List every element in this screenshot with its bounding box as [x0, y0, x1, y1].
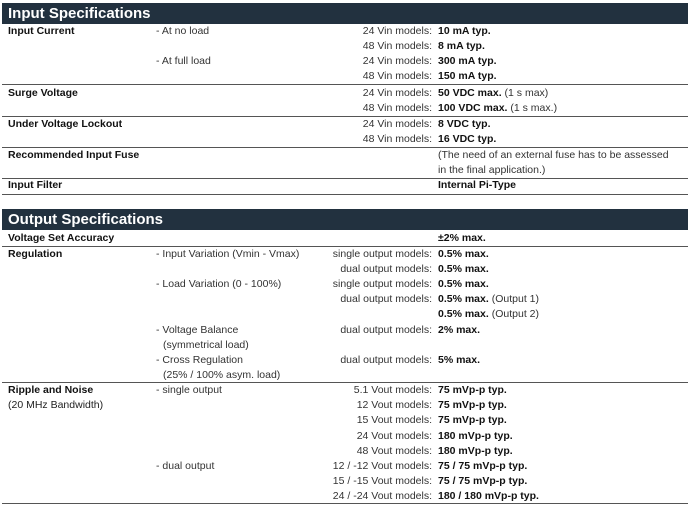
model-label: 24 Vin models: — [362, 55, 432, 67]
input-specifications-header: Input Specifications — [2, 3, 688, 24]
input-variation-label: - Input Variation (Vmin - Vmax) — [156, 248, 300, 260]
spec-note: (1 s max.) — [510, 102, 558, 114]
model-label: 24 Vin models: — [362, 25, 432, 37]
model-label: 12 / -12 Vout models: — [332, 460, 432, 472]
divider — [2, 194, 688, 195]
cross-regulation-sublabel: (25% / 100% asym. load) — [163, 369, 281, 381]
input-filter-label: Input Filter — [8, 179, 63, 191]
model-label: 24 Vout models: — [356, 430, 432, 442]
spec-value: 150 mA typ. — [438, 70, 497, 82]
spec-value: 8 VDC typ. — [438, 118, 491, 130]
spec-value: 16 VDC typ. — [438, 133, 497, 145]
cross-regulation-label: - Cross Regulation — [156, 354, 243, 366]
model-label: dual output models: — [340, 324, 432, 336]
spec-value: 75 mVp-p typ. — [438, 414, 507, 426]
model-label: 24 Vin models: — [362, 118, 432, 130]
model-label: 12 Vout models: — [356, 399, 432, 411]
surge-voltage-label: Surge Voltage — [8, 87, 78, 99]
fuse-note-line-2: in the final application.) — [438, 164, 546, 176]
spec-note: (Output 1) — [491, 293, 539, 305]
spec-value: 180 / 180 mVp-p typ. — [438, 490, 539, 502]
voltage-balance-sublabel: (symmetrical load) — [163, 339, 249, 351]
model-label: 48 Vin models: — [362, 40, 432, 52]
model-label: 48 Vout models: — [356, 445, 432, 457]
ripple-and-noise-label: Ripple and Noise — [8, 384, 94, 396]
spec-value: ±2% max. — [438, 232, 486, 244]
model-label: 5.1 Vout models: — [353, 384, 432, 396]
spec-value: 0.5% max. — [438, 293, 489, 305]
model-label: 48 Vin models: — [362, 70, 432, 82]
input-current-label: Input Current — [8, 25, 75, 37]
model-label: dual output models: — [340, 293, 432, 305]
spec-value: 75 mVp-p typ. — [438, 399, 507, 411]
spec-value: Internal Pi-Type — [438, 179, 516, 191]
model-label: 24 / -24 Vout models: — [332, 490, 432, 502]
spec-note: (1 s max) — [504, 87, 549, 99]
spec-value: 0.5% max. — [438, 278, 489, 290]
spec-value: 8 mA typ. — [438, 40, 485, 52]
spec-value: 180 mVp-p typ. — [438, 445, 513, 457]
divider — [2, 84, 688, 85]
model-label: dual output models: — [340, 354, 432, 366]
spec-value: 10 mA typ. — [438, 25, 491, 37]
fuse-note-line-1: (The need of an external fuse has to be assessed — [438, 149, 669, 161]
spec-note: (Output 2) — [491, 308, 539, 320]
spec-value: 0.5% max. — [438, 248, 489, 260]
single-output-label: - single output — [156, 384, 222, 396]
voltage-set-accuracy-label: Voltage Set Accuracy — [8, 232, 115, 244]
spec-value: 75 / 75 mVp-p typ. — [438, 475, 528, 487]
divider — [2, 178, 688, 179]
model-label: 24 Vin models: — [362, 87, 432, 99]
model-label: 15 / -15 Vout models: — [332, 475, 432, 487]
output-specifications-header: Output Specifications — [2, 209, 688, 230]
load-variation-label: - Load Variation (0 - 100%) — [156, 278, 282, 290]
at-no-load-label: - At no load — [156, 25, 210, 37]
model-label: single output models: — [332, 248, 432, 260]
recommended-input-fuse-label: Recommended Input Fuse — [8, 149, 140, 161]
regulation-label: Regulation — [8, 248, 63, 260]
spec-value: 180 mVp-p typ. — [438, 430, 513, 442]
bandwidth-label: (20 MHz Bandwidth) — [8, 399, 104, 411]
spec-value: 100 VDC max. — [438, 102, 508, 114]
model-label: 15 Vout models: — [356, 414, 432, 426]
spec-value: 5% max. — [438, 354, 481, 366]
spec-value: 0.5% max. — [438, 263, 489, 275]
dual-output-label: - dual output — [156, 460, 215, 472]
model-label: single output models: — [332, 278, 432, 290]
model-label: 48 Vin models: — [362, 133, 432, 145]
divider — [2, 503, 688, 504]
spec-value: 50 VDC max. — [438, 87, 502, 99]
spec-value: 0.5% max. — [438, 308, 489, 320]
spec-value: 2% max. — [438, 324, 481, 336]
model-label: 48 Vin models: — [362, 102, 432, 114]
spec-value: 75 mVp-p typ. — [438, 384, 507, 396]
at-full-load-label: - At full load — [156, 55, 211, 67]
voltage-balance-label: - Voltage Balance — [156, 324, 239, 336]
under-voltage-lockout-label: Under Voltage Lockout — [8, 118, 123, 130]
model-label: dual output models: — [340, 263, 432, 275]
spec-value: 75 / 75 mVp-p typ. — [438, 460, 528, 472]
spec-value: 300 mA typ. — [438, 55, 497, 67]
